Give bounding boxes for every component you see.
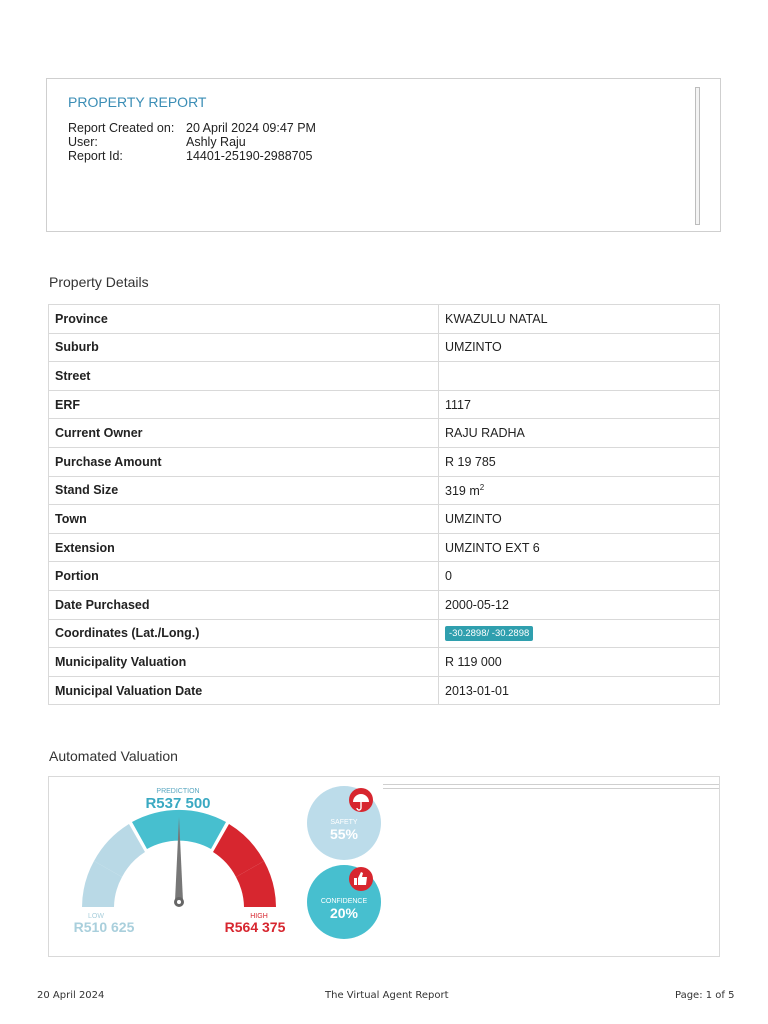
stand-size-unit-exponent: 2 — [479, 482, 485, 492]
meta-row — [68, 135, 316, 149]
report-title: PROPERTY REPORT — [68, 94, 207, 110]
row-value: 2013-01-01 — [439, 676, 720, 705]
row-value: UMZINTO EXT 6 — [439, 533, 720, 562]
row-value: 0 — [439, 562, 720, 591]
safety-label: SAFETY — [330, 819, 358, 826]
valuation-gauge — [49, 777, 721, 958]
row-label: Current Owner — [49, 419, 439, 448]
row-label: ERF — [49, 390, 439, 419]
table-row — [49, 419, 720, 448]
row-label: Portion — [49, 562, 439, 591]
meta-label: Report Created on: — [68, 121, 175, 135]
meta-row — [68, 149, 316, 163]
prediction-value: R537 500 — [145, 795, 211, 812]
table-row — [49, 648, 720, 677]
row-label: Date Purchased — [49, 590, 439, 619]
confidence-label: CONFIDENCE — [320, 898, 368, 905]
meta-label: Report Id: — [68, 149, 123, 163]
row-value — [439, 476, 720, 505]
footer-page-number: Page: 1 of 5 — [675, 990, 735, 1001]
table-row — [49, 476, 720, 505]
row-label: Stand Size — [49, 476, 439, 505]
row-value: UMZINTO — [439, 505, 720, 534]
property-details-table — [48, 304, 720, 705]
report-header — [46, 78, 721, 232]
row-value: R 19 785 — [439, 447, 720, 476]
row-value — [439, 362, 720, 391]
property-details-heading: Property Details — [49, 274, 149, 290]
row-label: Town — [49, 505, 439, 534]
confidence-value: 20% — [329, 905, 359, 921]
table-row — [49, 305, 720, 334]
table-row — [49, 533, 720, 562]
report-meta — [68, 121, 316, 163]
coordinates-badge[interactable]: -30.2898/ -30.2898 — [445, 626, 533, 641]
row-label: Extension — [49, 533, 439, 562]
row-label: Purchase Amount — [49, 447, 439, 476]
meta-value: Ashly Raju — [186, 135, 246, 149]
row-label: Municipal Valuation Date — [49, 676, 439, 705]
table-row — [49, 619, 720, 648]
row-label: Municipality Valuation — [49, 648, 439, 677]
row-value: 2000-05-12 — [439, 590, 720, 619]
row-label: Suburb — [49, 333, 439, 362]
row-value: 1117 — [439, 390, 720, 419]
meta-row — [68, 121, 316, 135]
row-label: Street — [49, 362, 439, 391]
footer-title: The Virtual Agent Report — [325, 990, 449, 1001]
table-row — [49, 390, 720, 419]
row-value — [439, 619, 720, 648]
table-row — [49, 447, 720, 476]
header-scrollbar[interactable] — [695, 87, 700, 225]
table-row — [49, 590, 720, 619]
meta-value: 14401-25190-2988705 — [186, 149, 313, 163]
stand-size-value: 319 m — [445, 483, 480, 498]
safety-value: 55% — [329, 826, 359, 842]
automated-valuation-heading: Automated Valuation — [49, 748, 178, 764]
prediction-label: PREDICTION — [156, 788, 200, 795]
meta-value: 20 April 2024 09:47 PM — [186, 121, 316, 135]
table-row — [49, 676, 720, 705]
row-label: Coordinates (Lat./Long.) — [49, 619, 439, 648]
table-row — [49, 362, 720, 391]
table-row — [49, 505, 720, 534]
low-value: R510 625 — [73, 919, 135, 935]
low-label: LOW — [88, 913, 104, 920]
row-value: R 119 000 — [439, 648, 720, 677]
row-value: UMZINTO — [439, 333, 720, 362]
meta-label: User: — [68, 135, 98, 149]
row-value: RAJU RADHA — [439, 419, 720, 448]
valuation-panel — [48, 776, 720, 957]
table-row — [49, 562, 720, 591]
row-label: Province — [49, 305, 439, 334]
high-label: HIGH — [250, 913, 268, 920]
row-value: KWAZULU NATAL — [439, 305, 720, 334]
table-row — [49, 333, 720, 362]
high-value: R564 375 — [224, 919, 286, 935]
footer-date: 20 April 2024 — [37, 990, 105, 1001]
gauge-needle-hub-center — [177, 900, 181, 904]
